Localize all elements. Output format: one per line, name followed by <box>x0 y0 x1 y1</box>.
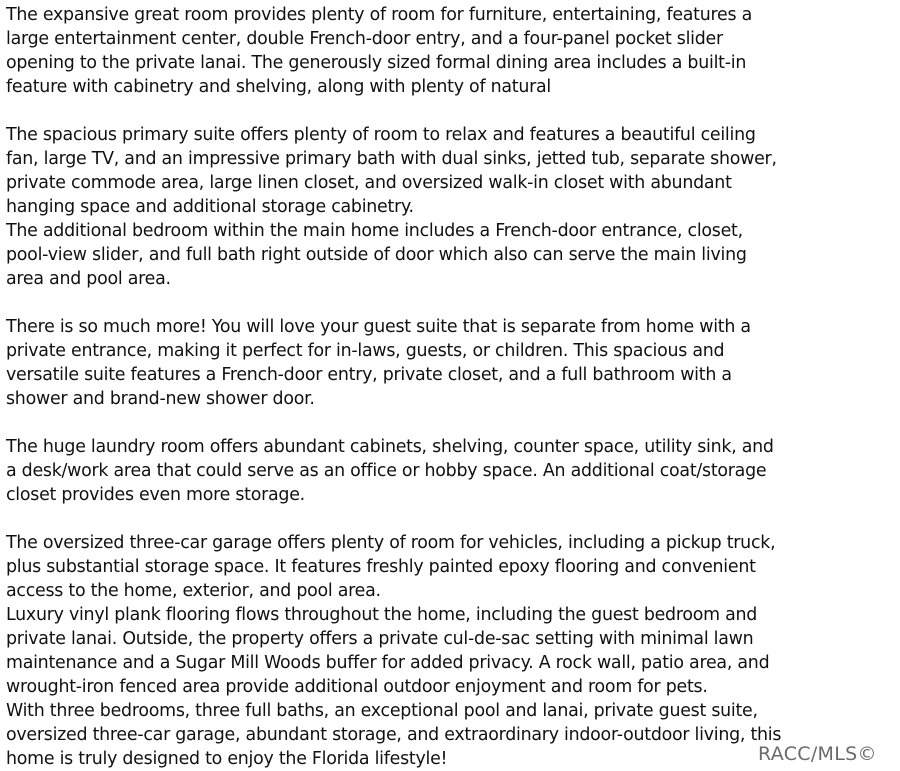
text-line: versatile suite features a French-door entry, private closet, and a full bathroom with a <box>6 365 732 385</box>
mls-copyright-watermark: RACC/MLS© <box>758 743 877 765</box>
text-line: private lanai. Outside, the property offers a private cul-de-sac setting with minimal lawn <box>6 629 754 649</box>
paragraph-spacer <box>6 291 786 315</box>
text-line: maintenance and a Sugar Mill Woods buffer for added privacy. A rock wall, patio area, and <box>6 653 770 673</box>
text-line: feature with cabinetry and shelving, along with plenty of natural <box>6 77 552 97</box>
paragraph-laundry <box>6 435 786 507</box>
text-line: The huge laundry room offers abundant cabinets, shelving, counter space, utility sink, and <box>6 437 774 457</box>
paragraph-garage-and-summary <box>6 531 786 771</box>
paragraph-great-room <box>6 3 786 99</box>
text-line: fan, large TV, and an impressive primary bath with dual sinks, jetted tub, separate shower, <box>6 149 777 169</box>
text-line: large entertainment center, double French-door entry, and a four-panel pocket slider <box>6 29 723 49</box>
text-line: opening to the private lanai. The generously sized formal dining area includes a built-in <box>6 53 747 73</box>
text-line: home is truly designed to enjoy the Florida lifestyle! <box>6 749 448 769</box>
text-line: plus substantial storage space. It features freshly painted epoxy flooring and convenient <box>6 557 756 577</box>
text-line: Luxury vinyl plank flooring flows throughout the home, including the guest bedroom and <box>6 605 758 625</box>
text-line: private commode area, large linen closet, and oversized walk-in closet with abundant <box>6 173 732 193</box>
text-line: There is so much more! You will love your guest suite that is separate from home with a <box>6 317 751 337</box>
text-line: The expansive great room provides plenty of room for furniture, entertaining, features a <box>6 5 752 25</box>
text-line: The oversized three-car garage offers plenty of room for vehicles, including a pickup truck, <box>6 533 776 553</box>
text-line: oversized three-car garage, abundant storage, and extraordinary indoor-outdoor living, this <box>6 725 782 745</box>
text-line: a desk/work area that could serve as an office or hobby space. An additional coat/storage <box>6 461 767 481</box>
paragraph-spacer <box>6 99 786 123</box>
paragraph-primary-suite <box>6 123 786 291</box>
text-line: area and pool area. <box>6 269 171 289</box>
paragraph-spacer <box>6 507 786 531</box>
text-line: The spacious primary suite offers plenty of room to relax and features a beautiful ceiling <box>6 125 756 145</box>
text-line: pool-view slider, and full bath right outside of door which also can serve the main living <box>6 245 747 265</box>
text-line: private entrance, making it perfect for in-laws, guests, or children. This spacious and <box>6 341 725 361</box>
text-line: closet provides even more storage. <box>6 485 305 505</box>
text-line: hanging space and additional storage cabinetry. <box>6 197 414 217</box>
text-line: The additional bedroom within the main home includes a French-door entrance, closet, <box>6 221 743 241</box>
paragraph-guest-suite <box>6 315 786 411</box>
text-line: With three bedrooms, three full baths, an exceptional pool and lanai, private guest suite, <box>6 701 758 721</box>
text-line: access to the home, exterior, and pool area. <box>6 581 381 601</box>
paragraph-spacer <box>6 411 786 435</box>
listing-description <box>6 3 786 771</box>
text-line: wrought-iron fenced area provide additional outdoor enjoyment and room for pets. <box>6 677 708 697</box>
text-line: shower and brand-new shower door. <box>6 389 315 409</box>
